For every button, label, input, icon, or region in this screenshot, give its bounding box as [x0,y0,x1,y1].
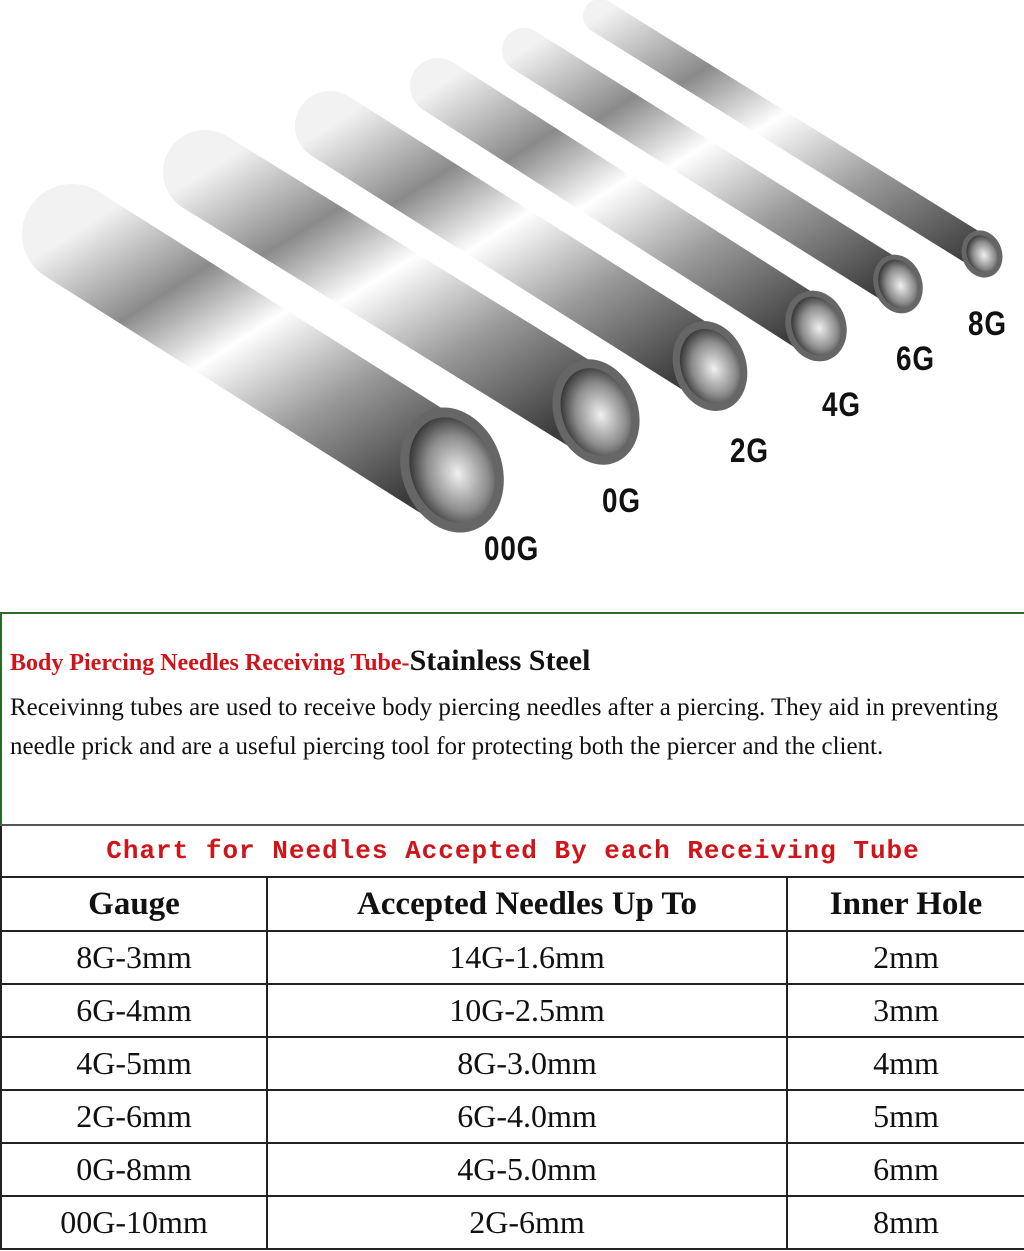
cell-accepted: 4G-5.0mm [267,1143,787,1196]
gauge-label-00g: 00G [484,530,540,568]
product-info-box [0,612,1024,824]
header-accepted-needles: Accepted Needles Up To [267,877,787,931]
cell-gauge: 4G-5mm [1,1037,267,1090]
cell-inner-hole: 5mm [787,1090,1024,1143]
cell-accepted: 10G-2.5mm [267,984,787,1037]
table-row [1,1143,1024,1196]
gauge-label-4g: 4G [822,386,861,424]
product-description: Receivinng tubes are used to receive body piercing needles after a piercing. They aid in preventing needle prick and are a useful piercing tool for protecting both the piercer and the client. [10,694,999,760]
cell-gauge: 8G-3mm [1,931,267,984]
chart-title: Chart for Needles Accepted By each Receiving Tube [1,825,1024,877]
table-row [1,1196,1024,1249]
cell-gauge: 2G-6mm [1,1090,267,1143]
header-inner-hole: Inner Hole [787,877,1024,931]
cell-inner-hole: 4mm [787,1037,1024,1090]
gauge-label-0g: 0G [602,482,641,520]
product-title-black: Stainless Steel [409,644,591,677]
product-title-red: Body Piercing Needles Receiving Tube- [10,650,410,676]
gauge-label-6g: 6G [896,340,935,378]
cell-accepted: 6G-4.0mm [267,1090,787,1143]
cell-inner-hole: 3mm [787,984,1024,1037]
cell-accepted: 14G-1.6mm [267,931,787,984]
needle-chart [0,824,1024,1251]
cell-inner-hole: 6mm [787,1143,1024,1196]
cell-accepted: 8G-3.0mm [267,1037,787,1090]
cell-gauge: 6G-4mm [1,984,267,1037]
table-row [1,984,1024,1037]
table-row [1,931,1024,984]
gauge-label-2g: 2G [730,432,769,470]
needle-chart-table [0,824,1024,1250]
cell-inner-hole: 8mm [787,1196,1024,1249]
tubes-drawing [0,0,1024,600]
cell-gauge: 00G-10mm [1,1196,267,1249]
table-row [1,1037,1024,1090]
header-row [1,877,1024,931]
product-title [10,644,590,678]
cell-gauge: 0G-8mm [1,1143,267,1196]
header-gauge: Gauge [1,877,267,931]
cell-inner-hole: 2mm [787,931,1024,984]
table-row [1,1090,1024,1143]
gauge-label-8g: 8G [968,305,1007,343]
tube-illustration [0,0,1024,600]
cell-accepted: 2G-6mm [267,1196,787,1249]
chart-title-row [1,825,1024,877]
